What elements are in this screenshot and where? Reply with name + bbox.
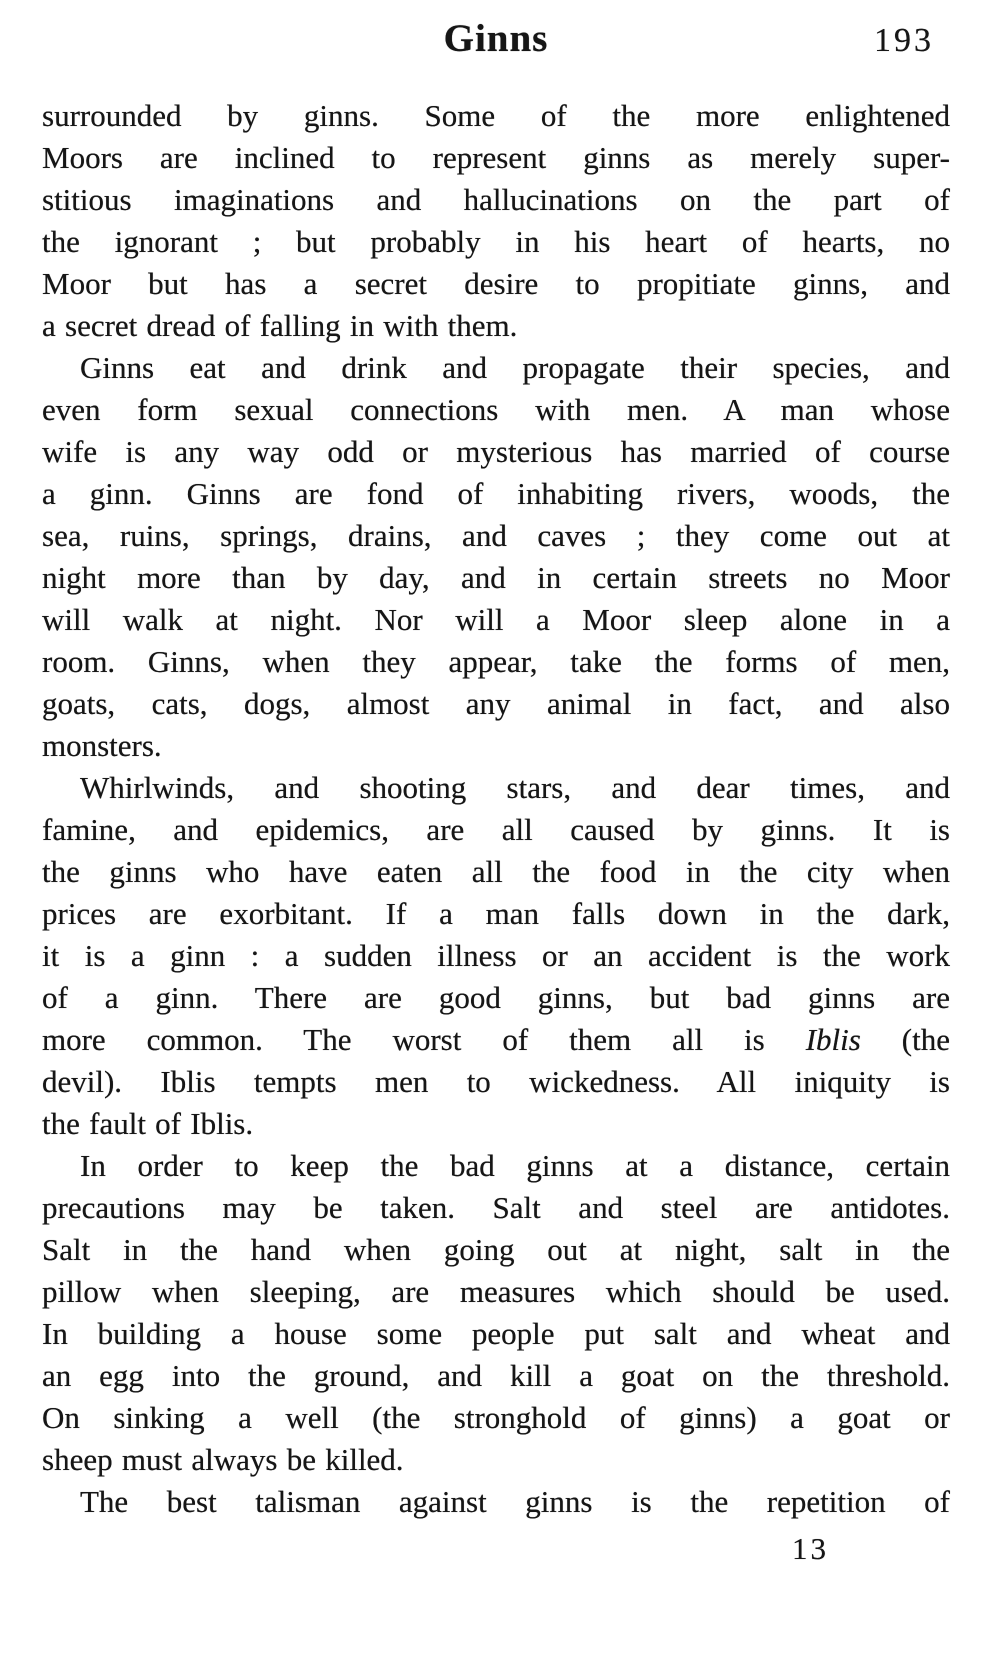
text-line: devil). Iblis tempts men to wickedness. All iniquity is <box>42 1064 950 1099</box>
text-line: an egg into the ground, and kill a goat on the threshold. <box>42 1358 950 1393</box>
text-line: stitious imaginations and hallucinations on the part of <box>42 182 950 217</box>
text-line: wife is any way odd or mysterious has married of course <box>42 434 950 469</box>
text-line: On sinking a well (the stronghold of ginns) a goat or <box>42 1400 950 1435</box>
text-line: it is a ginn : a sudden illness or an accident is the work <box>42 938 950 973</box>
text-line: the ginns who have eaten all the food in the city when <box>42 854 950 889</box>
text-line: Whirlwinds, and shooting stars, and dear times, and <box>80 770 950 805</box>
text-line: pillow when sleeping, are measures which should be used. <box>42 1274 950 1309</box>
text-line: Salt in the hand when going out at night, salt in the <box>42 1232 950 1267</box>
text-line: In building a house some people put salt and wheat and <box>42 1316 950 1351</box>
text-line: a ginn. Ginns are fond of inhabiting rivers, woods, the <box>42 476 950 511</box>
text-line: precautions may be taken. Salt and steel are antidotes. <box>42 1190 950 1225</box>
text-line: of a ginn. There are good ginns, but bad ginns are <box>42 980 950 1015</box>
text-line: Moor but has a secret desire to propitiate ginns, and <box>42 266 950 301</box>
text-line: Moors are inclined to represent ginns as merely super- <box>42 140 950 175</box>
text-line: room. Ginns, when they appear, take the forms of men, <box>42 644 950 679</box>
text-line: a secret dread of falling in with them. <box>42 308 518 343</box>
text-line: the fault of Iblis. <box>42 1106 254 1141</box>
text-line: even form sexual connections with men. A man whose <box>42 392 950 427</box>
text-line: sea, ruins, springs, drains, and caves ; they come out at <box>42 518 950 553</box>
paragraph <box>42 1481 950 1523</box>
text-line: famine, and epidemics, are all caused by ginns. It is <box>42 812 950 847</box>
paragraph <box>42 347 950 767</box>
paragraph <box>42 95 950 347</box>
text-line: surrounded by ginns. Some of the more enlightened <box>42 98 950 133</box>
text-line: In order to keep the bad ginns at a distance, certain <box>80 1148 950 1183</box>
text-line: will walk at night. Nor will a Moor sleep alone in a <box>42 602 950 637</box>
paragraph <box>42 767 950 1145</box>
text-line: prices are exorbitant. If a man falls down in the dark, <box>42 896 950 931</box>
running-title: Ginns <box>443 17 549 60</box>
signature-mark: 13 <box>792 1531 829 1566</box>
text-line: goats, cats, dogs, almost any animal in fact, and also <box>42 686 950 721</box>
page-number: 193 <box>874 22 934 59</box>
text-line: monsters. <box>42 728 162 763</box>
page-body <box>42 95 950 1523</box>
paragraph <box>42 1145 950 1481</box>
text-line: The best talisman against ginns is the repetition of <box>80 1484 950 1519</box>
text-line: more common. The worst of them all is Iblis (the <box>42 1022 950 1057</box>
text-line: sheep must always be killed. <box>42 1442 404 1477</box>
text-line: Ginns eat and drink and propagate their species, and <box>80 350 950 385</box>
text-line: the ignorant ; but probably in his heart of hearts, no <box>42 224 950 259</box>
italic-text: Iblis <box>805 1022 861 1057</box>
text-line: night more than by day, and in certain streets no Moor <box>42 560 950 595</box>
